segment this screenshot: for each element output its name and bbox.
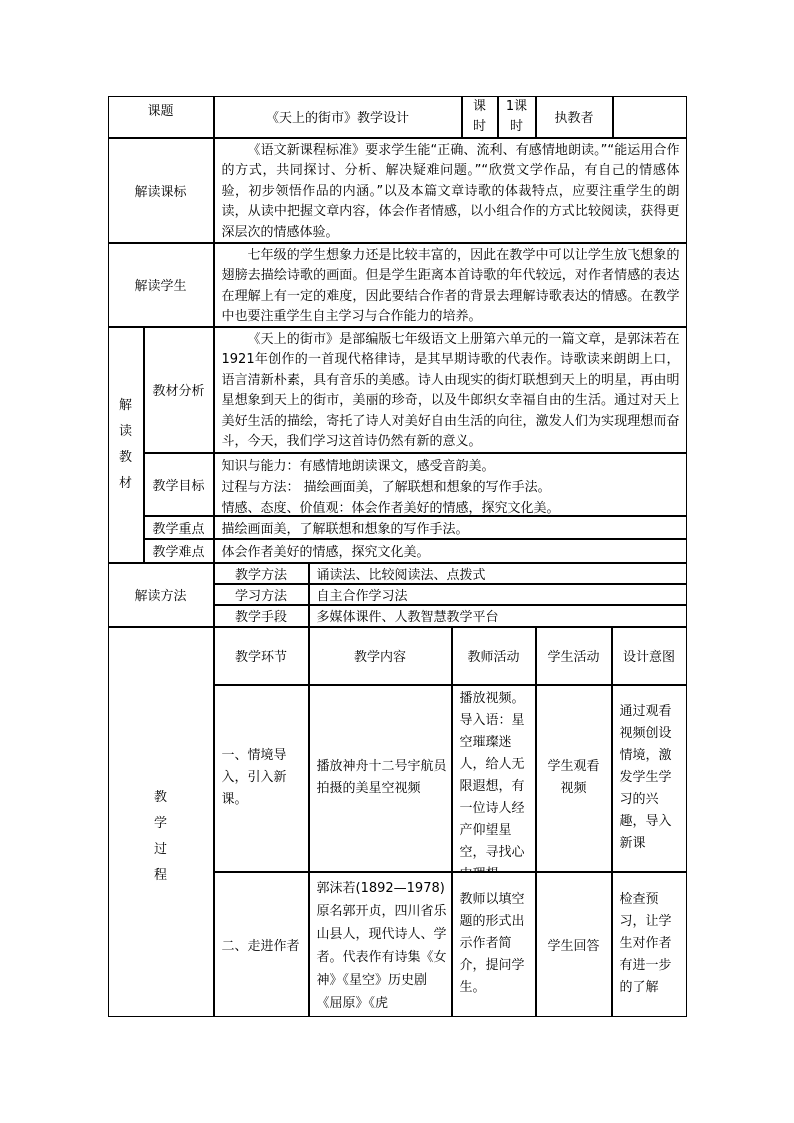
- curriculum-label-cell: [108, 138, 214, 243]
- difficulty-label: 教学难点: [152, 545, 205, 560]
- method-row-label-cell: [214, 605, 309, 627]
- curriculum-label: 解读课标: [134, 184, 187, 200]
- goals-cell: [214, 453, 687, 516]
- period-value-b: 时: [509, 118, 523, 134]
- method-row-value-cell: [309, 605, 687, 627]
- process-student-cell: [536, 685, 612, 872]
- process-stage: 二、走进作者: [221, 938, 300, 954]
- process-header: 学生活动: [547, 650, 600, 665]
- process-student-cell: [536, 872, 612, 1017]
- process-header: 教师活动: [467, 650, 520, 665]
- material-label-cell: [108, 327, 144, 563]
- focus-text-cell: [214, 516, 687, 539]
- process-header-cell: [309, 627, 452, 685]
- period-value-a: 1课: [505, 98, 528, 114]
- method-row-value: 诵读法、比较阅读法、点拨式: [316, 567, 486, 583]
- focus-label: 教学重点: [152, 521, 205, 537]
- process-intent: 通过观看视频创设情境，激发学生学习的兴趣，导入新课: [619, 704, 672, 851]
- goals-label: 教学目标: [152, 478, 205, 494]
- process-label-char: 程: [153, 867, 167, 883]
- title-label-cell: [108, 96, 214, 138]
- analysis-label-cell: [144, 327, 214, 453]
- process-header-cell: [214, 627, 309, 685]
- process-intent-cell: [612, 685, 687, 872]
- process-intent-cell: [612, 872, 687, 1017]
- methods-label: 解读方法: [134, 589, 187, 604]
- method-row-label-cell: [214, 584, 309, 605]
- method-row-label-cell: [214, 563, 309, 584]
- material-label-char: 材: [118, 475, 132, 491]
- methods-label-cell: [108, 563, 214, 627]
- teacher-name-cell: [613, 96, 687, 138]
- method-row-value: 自主合作学习法: [316, 588, 408, 604]
- process-stage-cell: [214, 685, 309, 872]
- method-row-label: 教学手段: [234, 610, 287, 625]
- difficulty-text-cell: [214, 539, 687, 563]
- process-content: 郭沫若(1892—1978)原名郭开贞，四川省乐山县人，现代诗人、学者。代表作有诗集《女神》《星空》历史剧《屈原》《虎: [316, 880, 447, 1011]
- method-row-value: 多媒体课件、人教智慧教学平台: [316, 610, 499, 625]
- process-content-cell: [309, 872, 452, 1017]
- period-value-cell: [498, 96, 536, 138]
- process-header: 设计意图: [622, 650, 675, 665]
- process-content: 播放神舟十二号宇航员拍摄的美星空视频: [316, 759, 447, 796]
- focus-label-cell: [144, 516, 214, 539]
- analysis-text: 《天上的街市》是部编版七年级语文上册第六单元的一篇文章，是郭沫若在1921年创作的一首现代格律诗，是其早期诗歌的代表作。诗歌读来朗朗上口，语言清新朴素，具有音乐的美感。诗人由现实的街灯联想到天上的明星，再由明星想象到天上的街市，美丽的珍奇，以及牛郎织女幸福自由的生活。通过对天上美好生活的描绘，寄托了诗人对美好自由生活的向往，激发人们为实现理想而奋斗，今天，我们学习这首诗仍然有新的意义。: [221, 331, 680, 449]
- method-row-value-cell: [309, 584, 687, 605]
- process-teacher-cell: [452, 872, 536, 1017]
- curriculum-text: 《语文新课程标准》要求学生能“正确、流利、有感情地朗读。”“能运用合作的方式，共同探讨、分析、解决疑难问题。”“欣赏文学作品，有自己的情感体验，初步领悟作品的内涵。”以及本篇文章诗歌的体裁特点，应要注重学生的朗读，从读中把握文章内容，体会作者情感，以小组合作的方式比较阅读，获得更深层次的情感体验。: [221, 142, 680, 240]
- lesson-title: 《天上的街市》教学设计: [265, 111, 409, 126]
- period-label-a: 课: [472, 98, 486, 114]
- process-stage-cell: [214, 872, 309, 1017]
- process-stage: 一、情境导入，引入新课。: [221, 748, 287, 807]
- process-header: 教学环节: [234, 650, 287, 665]
- students-label-cell: [108, 243, 214, 327]
- difficulty-text: 体会作者美好的情感，探究文化美。: [221, 545, 430, 560]
- process-content-cell: [309, 685, 452, 872]
- period-label-b: 时: [472, 118, 486, 134]
- process-label-char: 学: [153, 815, 167, 831]
- process-label-char: 教: [153, 789, 167, 805]
- process-label-char: 过: [153, 841, 167, 857]
- students-text-cell: [214, 243, 687, 327]
- process-intent: 检查预习，让学生对作者有进一步的了解: [619, 892, 672, 995]
- goal-item: 情感、态度、价值观：体会作者美好的情感，探究文化美。: [221, 500, 560, 516]
- title-label: 课题: [147, 103, 174, 119]
- title-cell: [214, 96, 462, 138]
- goal-item: 知识与能力：有感情地朗读课文，感受音韵美。: [221, 458, 495, 474]
- period-label-cell: [462, 96, 498, 138]
- process-teacher: 播放视频。导入语：星空璀璨迷人，给人无限遐想，有一位诗人经产仰望星空，寻找心: [459, 690, 525, 860]
- material-label-char: 教: [118, 449, 132, 465]
- process-teacher-cell: [452, 685, 536, 872]
- analysis-label: 教材分析: [152, 384, 205, 399]
- process-header-cell: [612, 627, 687, 685]
- analysis-text-cell: [214, 327, 687, 453]
- process-header-cell: [452, 627, 536, 685]
- method-row-value-cell: [309, 563, 687, 584]
- students-text: 七年级的学生想象力还是比较丰富的，因此在教学中可以让学生放飞想象的翅膀去描绘诗歌的画面。但是学生距离本首诗歌的年代较远，对作者情感的表达在理解上有一定的难度，因此要结合作者的背景去理解诗歌表达的情感。在教学中也要注重学生自主学习与合作能力的培养。: [221, 247, 680, 324]
- focus-text: 描绘画面美，了解联想和想象的写作手法。: [221, 521, 469, 537]
- process-student: 学生回答: [547, 938, 600, 954]
- process-label-cell: [108, 627, 214, 1017]
- teacher-label: 执教者: [554, 111, 594, 126]
- material-label-char: 读: [118, 423, 132, 439]
- method-row-label: 教学方法: [234, 567, 287, 583]
- method-row-label: 学习方法: [234, 588, 287, 604]
- process-header: 教学内容: [353, 650, 406, 665]
- curriculum-text-cell: [214, 138, 687, 243]
- students-label: 解读学生: [134, 279, 187, 294]
- process-header-cell: [536, 627, 612, 685]
- difficulty-label-cell: [144, 539, 214, 563]
- teacher-label-cell: [536, 96, 613, 138]
- goals-label-cell: [144, 453, 214, 516]
- process-student: 学生观看视频: [547, 759, 600, 796]
- material-label-char: 解: [118, 397, 132, 413]
- goal-item: 过程与方法： 描绘画面美，了解联想和想象的写作手法。: [221, 479, 551, 495]
- process-teacher: 教师以填空题的形式出示作者简介，提问学生。: [459, 892, 525, 995]
